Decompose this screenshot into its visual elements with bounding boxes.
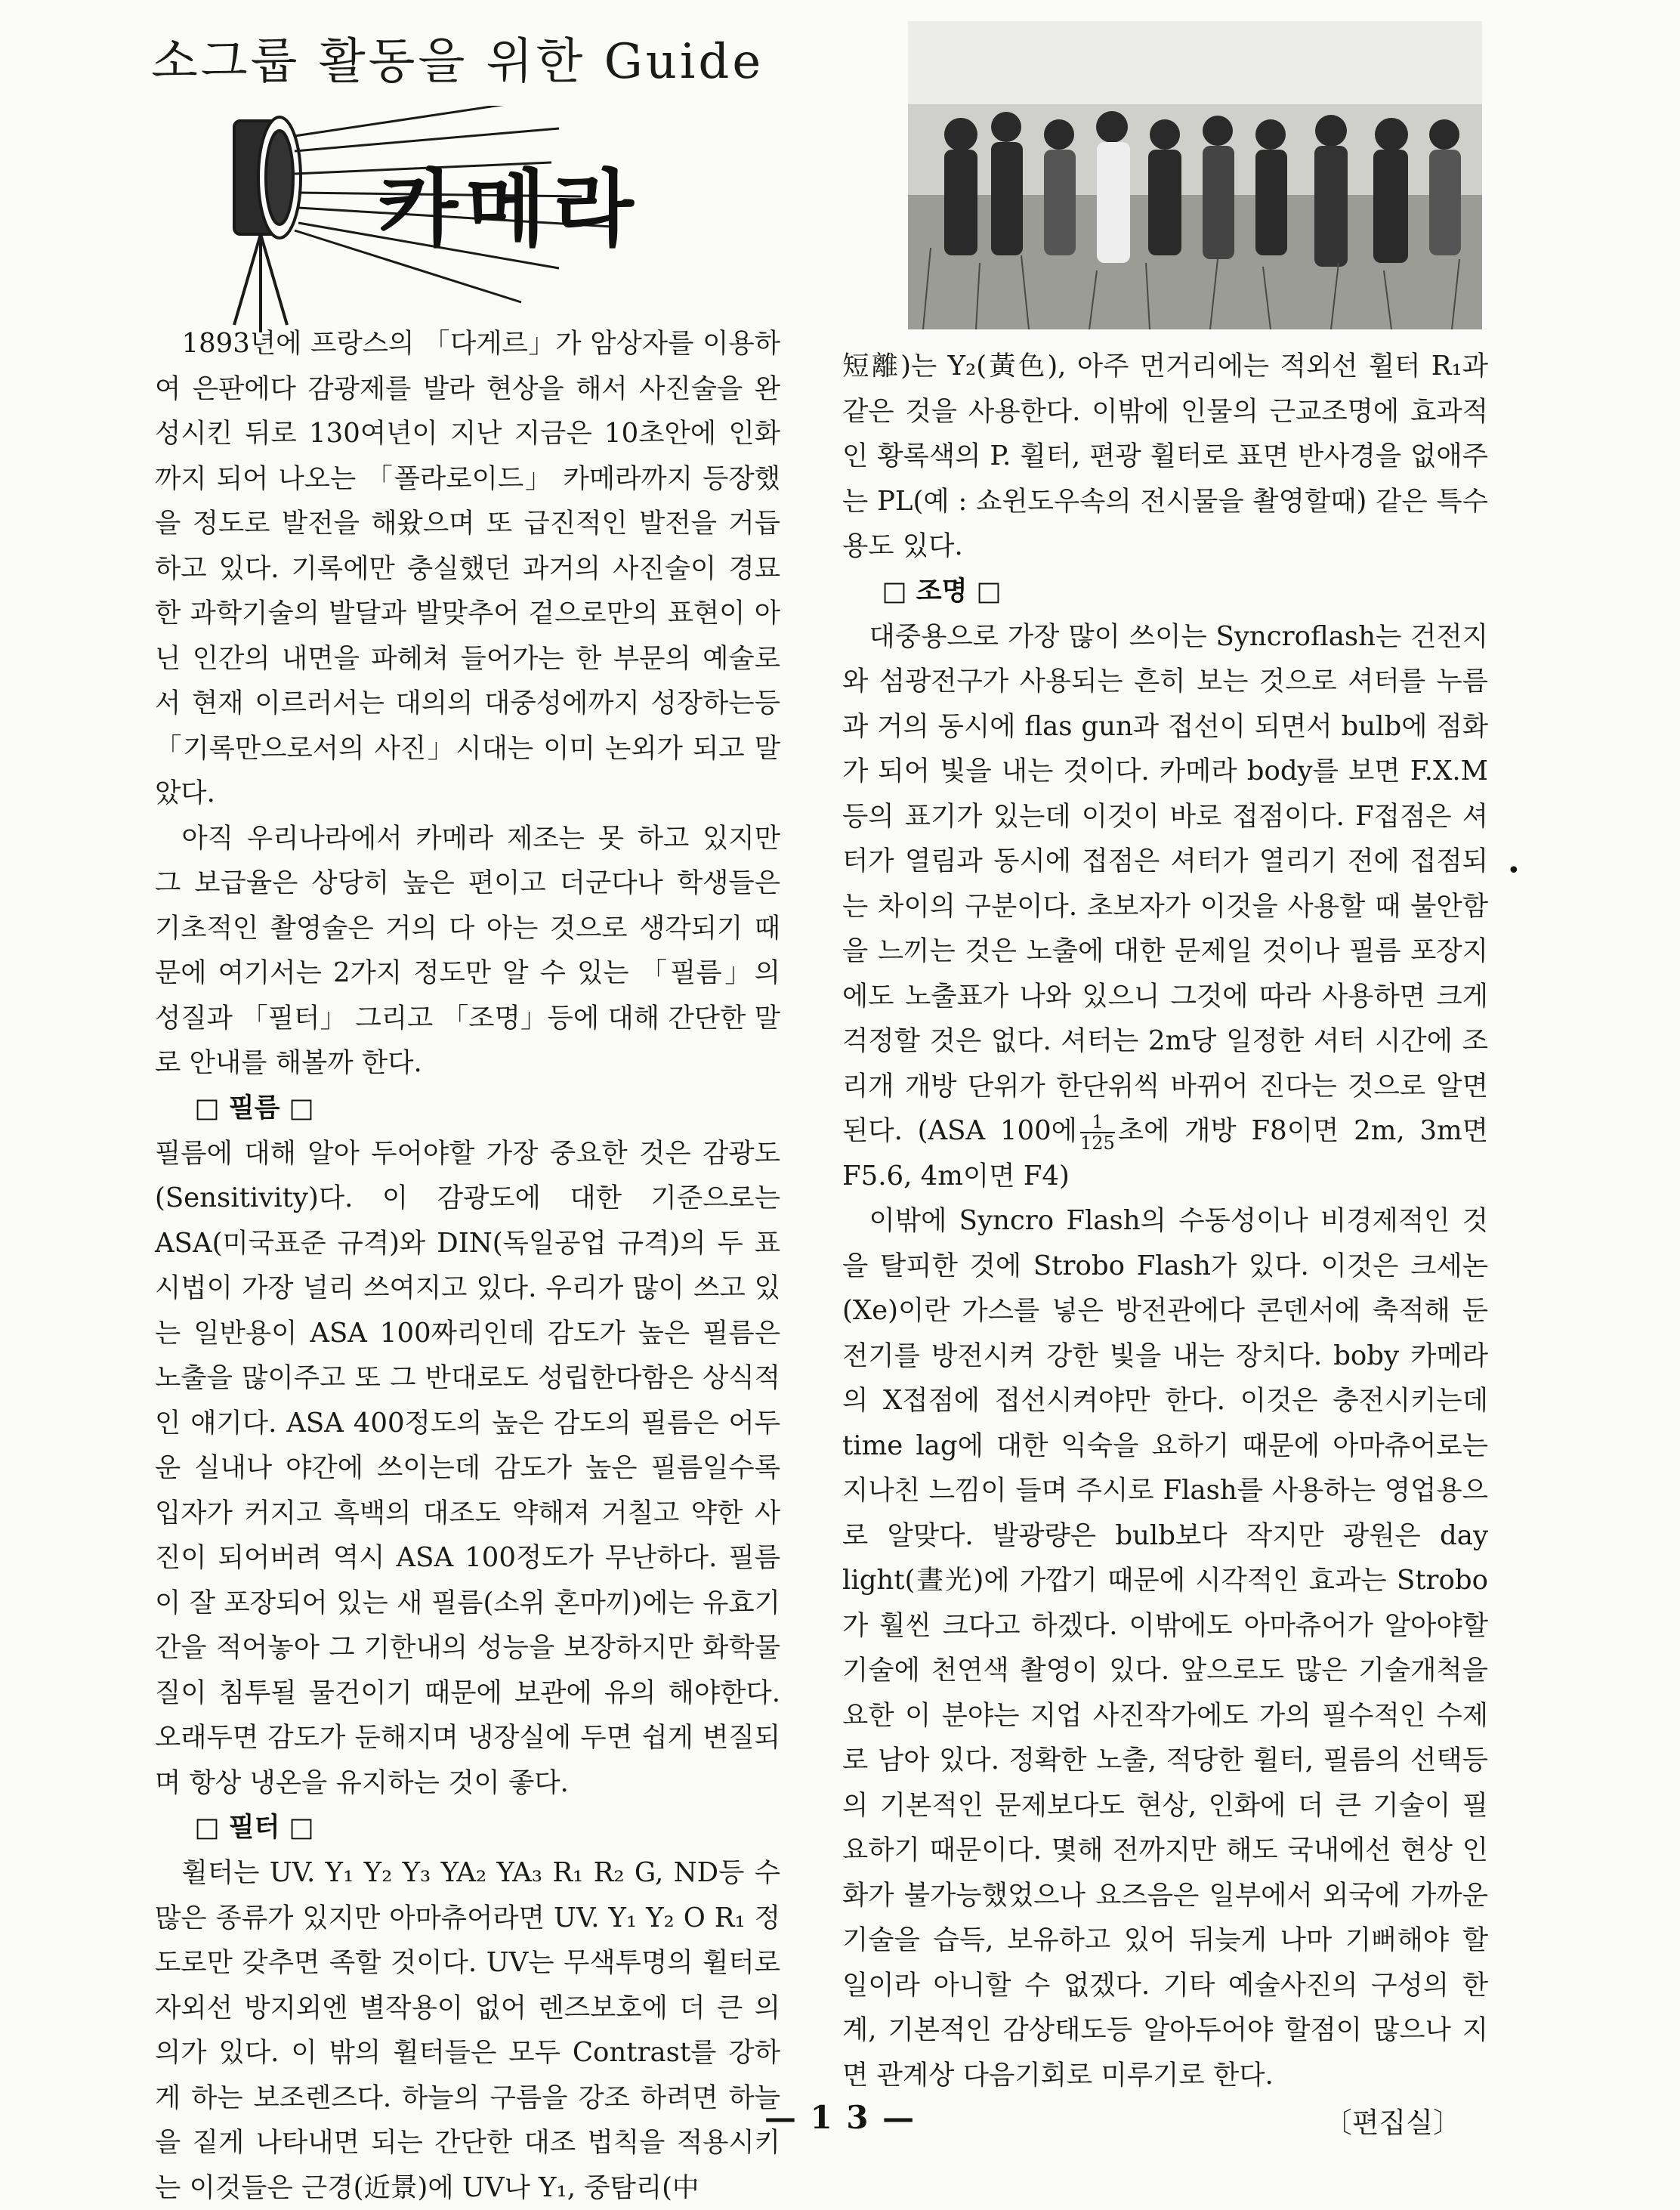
- filter-paragraph: 휠터는 UV. Y₁ Y₂ Y₃ YA₂ YA₃ R₁ R₂ G, ND등 수 많은 종류가 있지만 아마츄어라면 UV. Y₁ Y₂ O R₁ 정도로만 갖추면 족할 것이다. UV는 무색투명의 휠터로 자외선 방지외엔 별작용이 없어 렌즈보호에 더 큰 의의가 있다. 이 밖의 휠터들은 모두 Contrast를 강하게 하는 보조렌즈다. 하늘의 구름을 강조 하려면 하늘을 짙게 나타내면 되는 간단한 대조 법칙을 적용시키는 이것들은 근경(近景)에 UV나 Y₁, 중탐리(中: [155, 1857, 780, 2203]
- intro-paragraph: 1893년에 프랑스의 「다게르」가 암상자를 이용하여 은판에다 감광제를 발라 현상을 해서 사진술을 완성시킨 뒤로 130여년이 지난 지금은 10초안에 인화까지 되어 나오는 「폴라로이드」 카메라까지 등장했을 정도로 발전을 해왔으며 또 급진적인 발전을 거듭하고 있다. 기록에만 충실했던 과거의 사진술이 경묘한 과학기술의 발달과 발맞추어 겉으로만의 표현이 아닌 인간의 내면을 파헤쳐 들어가는 한 부문의 예술로서 현재 이르러서는 대의의 대중성에까지 성장하는등 「기록만으로서의 사진」시대는 이미 논외가 되고 말았다.: [155, 328, 780, 808]
- page-number: — 1 3 —: [764, 2099, 916, 2136]
- filter-continuation: 短離)는 Y₂(黃色), 아주 먼거리에는 적외선 휠터 R₁과 같은 것을 사용한다. 이밖에 인물의 근교조명에 효과적인 황록색의 P. 휠터, 편광 휠터로 표면 반사경을 없애주는 PL(예 : 쇼윈도우속의 전시물을 촬영할때) 같은 특수용도 있다.: [842, 351, 1488, 561]
- illustration-lettering: 카메라: [378, 161, 641, 258]
- camera-illustration: [204, 106, 718, 340]
- film-heading: □ 필름 □: [194, 1092, 314, 1124]
- filter-heading: □ 필터 □: [194, 1812, 314, 1843]
- right-column: [842, 344, 1488, 2146]
- group-photo: [908, 21, 1482, 329]
- lighting-text-after-fraction: 초에 개방 F8이면 2m, 3m면 F5.6, 4m이면 F4): [842, 1115, 1488, 1192]
- lighting-paragraph: [842, 614, 1488, 1199]
- film-paragraph: 필름에 대해 알아 두어야할 가장 중요한 것은 감광도(Sensitivity)다. 이 감광도에 대한 기준으로는 ASA(미국표준 규격)와 DIN(독일공업 규격)의 두 표시법이 가장 널리 쓰여지고 있다. 우리가 많이 쓰고 있는 일반용이 ASA 100짜리인데 감도가 높은 필름은 노출을 많이주고 또 그 반대로도 성립한다함은 상식적인 얘기다. ASA 400정도의 높은 감도의 필름은 어두운 실내나 야간에 쓰이는데 감도가 높은 필름일수록 입자가 커지고 흑백의 대조도 약해져 거칠고 약한 사진이 되어버려 역시 ASA 100정도가 무난하다. 필름이 잘 포장되어 있는 새 필름(소위 혼마끼)에는 유효기간을 적어놓아 그 기한내의 성능을 보장하지만 화학물질이 침투될 물건이기 때문에 보관에 유의 해야한다. 오래두면 감도가 둔해지며 냉장실에 두면 쉽게 변질되며 항상 냉온을 유지하는 것이 좋다.: [155, 1137, 780, 1798]
- camera-sketch: [234, 117, 301, 332]
- fraction-denominator: 125: [1079, 1132, 1115, 1154]
- shutter-fraction: [1080, 1112, 1115, 1153]
- intro-paragraph: 아직 우리나라에서 카메라 제조는 못 하고 있지만 그 보급율은 상당히 높은 편이고 더군다나 학생들은 기초적인 촬영술은 거의 다 아는 것으로 생각되기 때문에 여기서는 2가지 정도만 알 수 있는 「필름」의 성질과 「필터」 그리고 「조명」등에 대해 간단한 말로 안내를 해볼까 한다.: [155, 822, 780, 1078]
- fraction-numerator: 1: [1080, 1112, 1115, 1133]
- lighting-paragraph: 이밖에 Syncro Flash의 수동성이나 비경제적인 것을 탈피한 것에 Strobo Flash가 있다. 이것은 크세논(Xe)이란 가스를 넣은 방전관에다 콘덴서에 축적해 둔 전기를 방전시켜 강한 빛을 내는 장치다. boby 카메라의 X접점에 접선시켜야만 한다. 이것은 충전시키는데 time lag에 대한 익숙을 요하기 때문에 아마츄어로는 지나친 느낌이 들며 주시로 Flash를 사용하는 영업용으로 알맞다. 발광량은 bulb보다 작지만 광원은 day light(晝光)에 가깝기 때문에 시각적인 효과는 Strobo가 훨씬 크다고 하겠다. 이밖에도 아마츄어가 알아야할 기술에 천연색 촬영이 있다. 앞으로도 많은 기술개척을 요한 이 분야는 지업 사진작가에도 가의 필수적인 수제로 남아 있다. 정확한 노출, 적당한 휠터, 필름의 선택등의 기본적인 문제보다도 현상, 인화에 더 큰 기술이 필요하기 때문이다. 몇해 전까지만 해도 국내에선 현상 인화가 불가능했었으나 요즈음은 일부에서 외국에 가까운 기술을 습득, 보유하고 있어 뒤늦게 나마 기뻐해야 할 일이라 아니할 수 없겠다. 기타 예술사진의 구성의 한계, 기본적인 감상태도등 알아두어야 할점이 많으나 지면 관계상 다음기회로 미루기로 한다.: [842, 1205, 1488, 2091]
- left-column: [155, 321, 780, 2210]
- lighting-text-before-fraction: 대중용으로 가장 많이 쓰이는 Syncroflash는 건전지와 섬광전구가 사용되는 흔히 보는 것으로 셔터를 누름과 거의 동시에 flas gun과 접선이 되면서 bulb에 점화가 되어 빛을 내는 것이다. 카메라 body를 보면 F.X.M등의 표기가 있는데 이것이 바로 접점이다. F접점은 셔터가 열림과 동시에 접점은 셔터가 열리기 전에 접점되는 차이의 구분이다. 초보자가 이것을 사용할 때 불안함을 느끼는 것은 노출에 대한 문제일 것이나 필름 포장지에도 노출표가 나와 있으니 그것에 따라 사용하면 크게 걱정할 것은 없다. 셔터는 2m당 일정한 셔터 시간에 조리개 개방 단위가 한단위씩 바뀌어 진다는 것으로 알면 된다. (ASA 100에: [842, 620, 1488, 1146]
- margin-mark: •: [1507, 858, 1521, 884]
- signature: 〔편집실〕: [1323, 2106, 1461, 2139]
- lighting-heading: □ 조명 □: [882, 575, 1002, 607]
- article-title: 소그룹 활동을 위한 Guide: [151, 34, 764, 90]
